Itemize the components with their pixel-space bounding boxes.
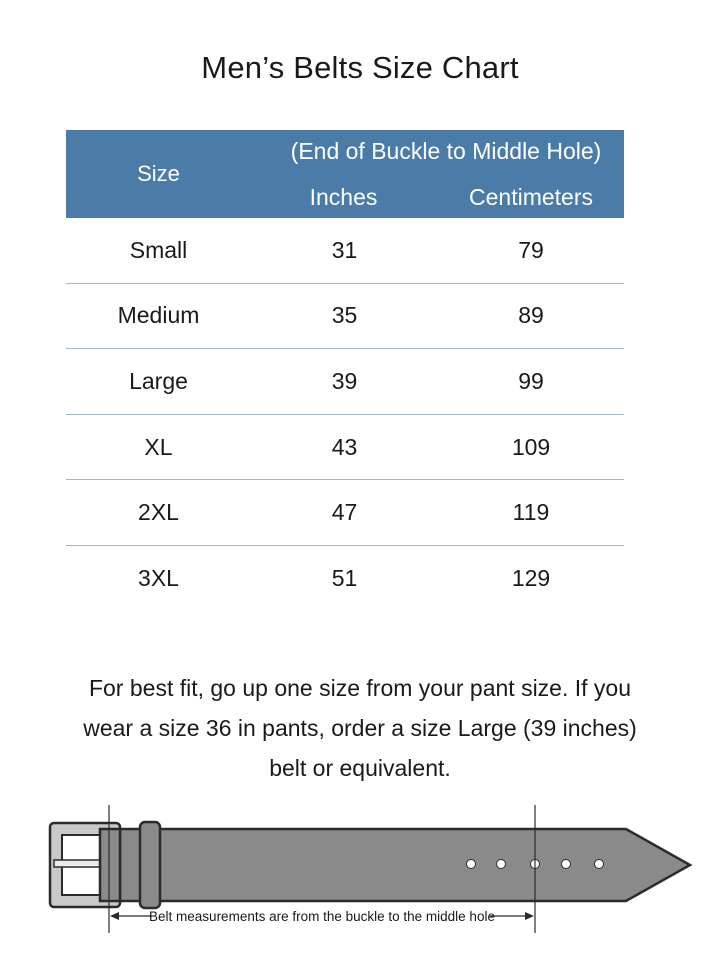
page-title: Men’s Belts Size Chart [201, 50, 519, 85]
cell-centimeters: 89 [518, 302, 544, 329]
cell-centimeters: 79 [518, 236, 544, 263]
cell-centimeters: 109 [511, 433, 551, 460]
fit-note-line: wear a size 36 in pants, order a size Large (39 inches) [83, 715, 637, 741]
belt-caption: Belt measurements are from the buckle to the middle hole [149, 909, 495, 924]
arrowhead-left [110, 912, 119, 920]
cell-size: Medium [117, 302, 200, 329]
belt-hole [497, 860, 506, 869]
cell-inches: 47 [331, 499, 358, 526]
cell-inches: 39 [331, 367, 358, 394]
header-size: Size [137, 161, 180, 186]
table-row [66, 284, 624, 350]
cell-inches: 31 [331, 236, 358, 263]
size-table [66, 130, 624, 612]
header-measurement: (End of Buckle to Middle Hole) [290, 138, 602, 164]
table-row [66, 415, 624, 481]
fit-note [30, 668, 690, 788]
table-row [66, 546, 624, 612]
belt-hole [467, 860, 476, 869]
cell-size: 3XL [138, 565, 179, 592]
table-row [66, 480, 624, 546]
arrowhead-right [525, 912, 534, 920]
header-centimeters: Centimeters [469, 184, 593, 210]
buckle-strap-end [100, 829, 120, 901]
table-row [66, 349, 624, 415]
table-row [66, 218, 624, 284]
cell-inches: 35 [331, 302, 358, 329]
cell-size: Large [129, 367, 188, 394]
fit-note-line: belt or equivalent. [269, 755, 451, 781]
cell-centimeters: 119 [512, 499, 550, 526]
cell-inches: 51 [331, 565, 358, 592]
belt-keeper [140, 822, 160, 908]
belt-hole [595, 860, 604, 869]
cell-size: Small [129, 236, 188, 263]
cell-inches: 43 [331, 433, 358, 460]
header-inches: Inches [309, 184, 378, 210]
table-header [66, 130, 624, 218]
cell-size: 2XL [138, 499, 179, 526]
belt-hole [562, 860, 571, 869]
fit-note-line: For best fit, go up one size from your pant size. If you [88, 675, 632, 701]
belt-diagram [0, 795, 720, 945]
cell-centimeters: 129 [511, 565, 551, 592]
cell-size: XL [144, 433, 173, 460]
cell-centimeters: 99 [518, 367, 544, 394]
